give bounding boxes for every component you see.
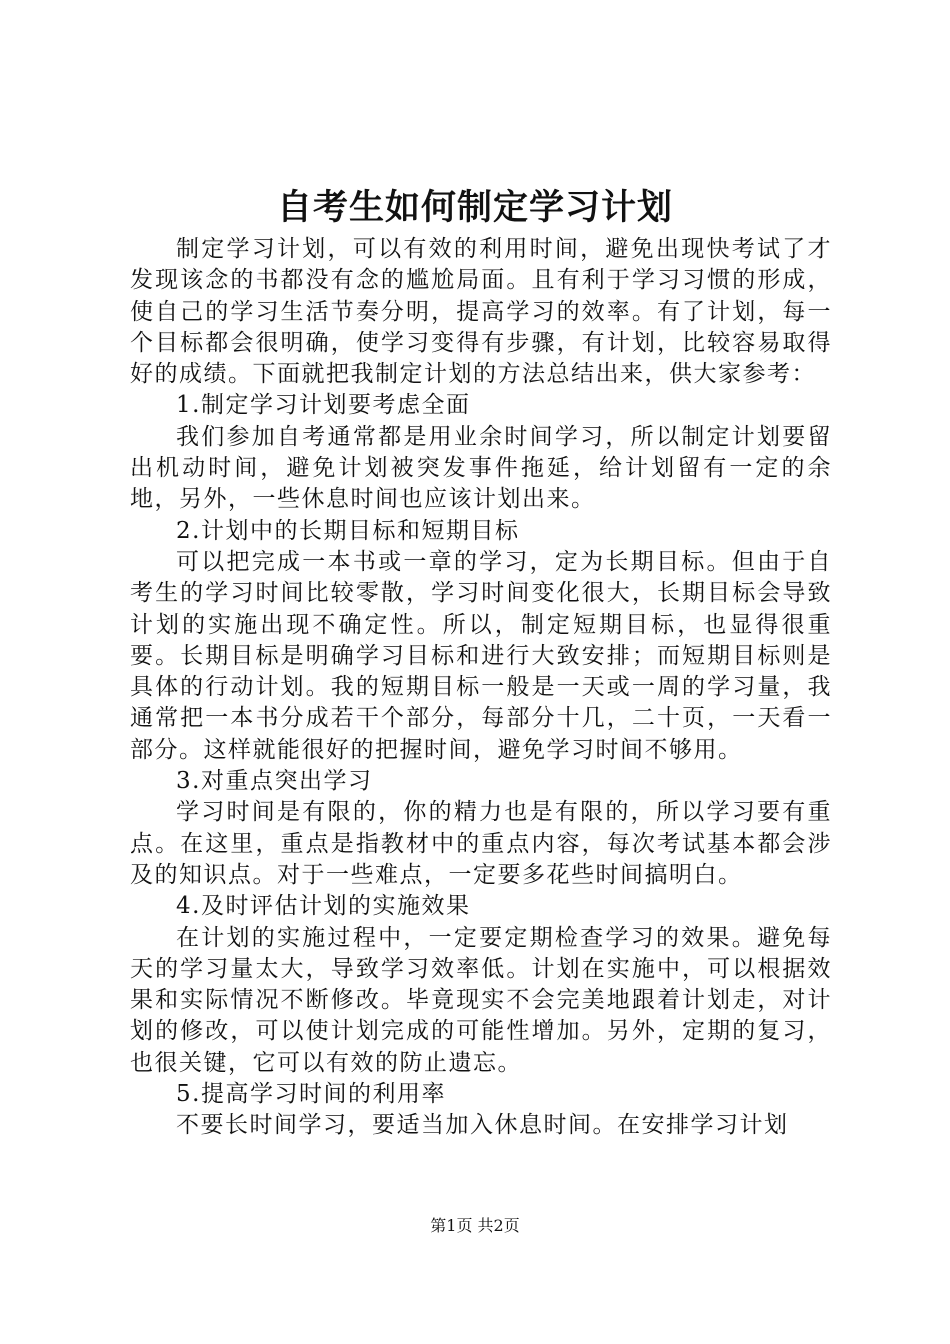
page-footer: 第1页 共2页 [430,1216,520,1235]
section-heading-2: 2.计划中的长期目标和短期目标 [176,517,520,544]
intro-paragraph: 制定学习计划，可以有效的利用时间，避免出现快考试了才发现该念的书都没有念的尴尬局面。且有利于学习习惯的形成，使自己的学习生活节奏分明，提高学习的效率。有了计划，每一个目标都会很明确，使学习变得有步骤，有计划，比较容易取得好的成绩。下面就把我制定计划的方法总结出来，供大家参考： [130,236,832,388]
section-paragraph-4: 在计划的实施过程中，一定要定期检查学习的效果。避免每天的学习量太大，导致学习效率低。计划在实施中，可以根据效果和实际情况不断修改。毕竟现实不会完美地跟着计划走，对计划的修改，可以使计划完成的可能性增加。另外，定期的复习，也很关键，它可以有效的防止遗忘。 [130,924,832,1076]
section-heading-5: 5.提高学习时间的利用率 [176,1081,446,1108]
section-heading-4: 4.及时评估计划的实施效果 [176,893,471,920]
section-heading-1: 1.制定学习计划要考虑全面 [176,392,471,419]
section-paragraph-1: 我们参加自考通常都是用业余时间学习，所以制定计划要留出机动时间，避免计划被突发事件拖延，给计划留有一定的余地，另外，一些休息时间也应该计划出来。 [130,423,832,513]
section-heading-3: 3.对重点突出学习 [176,768,373,795]
page-title: 自考生如何制定学习计划 [276,187,673,228]
section-paragraph-3: 学习时间是有限的，你的精力也是有限的，所以学习要有重点。在这里，重点是指教材中的重点内容，每次考试基本都会涉及的知识点。对于一些难点，一定要多花些时间搞明白。 [130,799,832,888]
document-body [130,234,832,1142]
section-paragraph-5: 不要长时间学习，要适当加入休息时间。在安排学习计划 [176,1112,789,1139]
section-paragraph-2: 可以把完成一本书或一章的学习，定为长期目标。但由于自考生的学习时间比较零散，学习时间变化很大，长期目标会导致计划的实施出现不确定性。所以，制定短期目标，也显得很重要。长期目标是明确学习目标和进行大致安排；而短期目标则是具体的行动计划。我的短期目标一般是一天或一周的学习量，我通常把一本书分成若干个部分，每部分十几，二十页，一天看一部分。这样就能很好的把握时间，避免学习时间不够用。 [130,548,832,763]
